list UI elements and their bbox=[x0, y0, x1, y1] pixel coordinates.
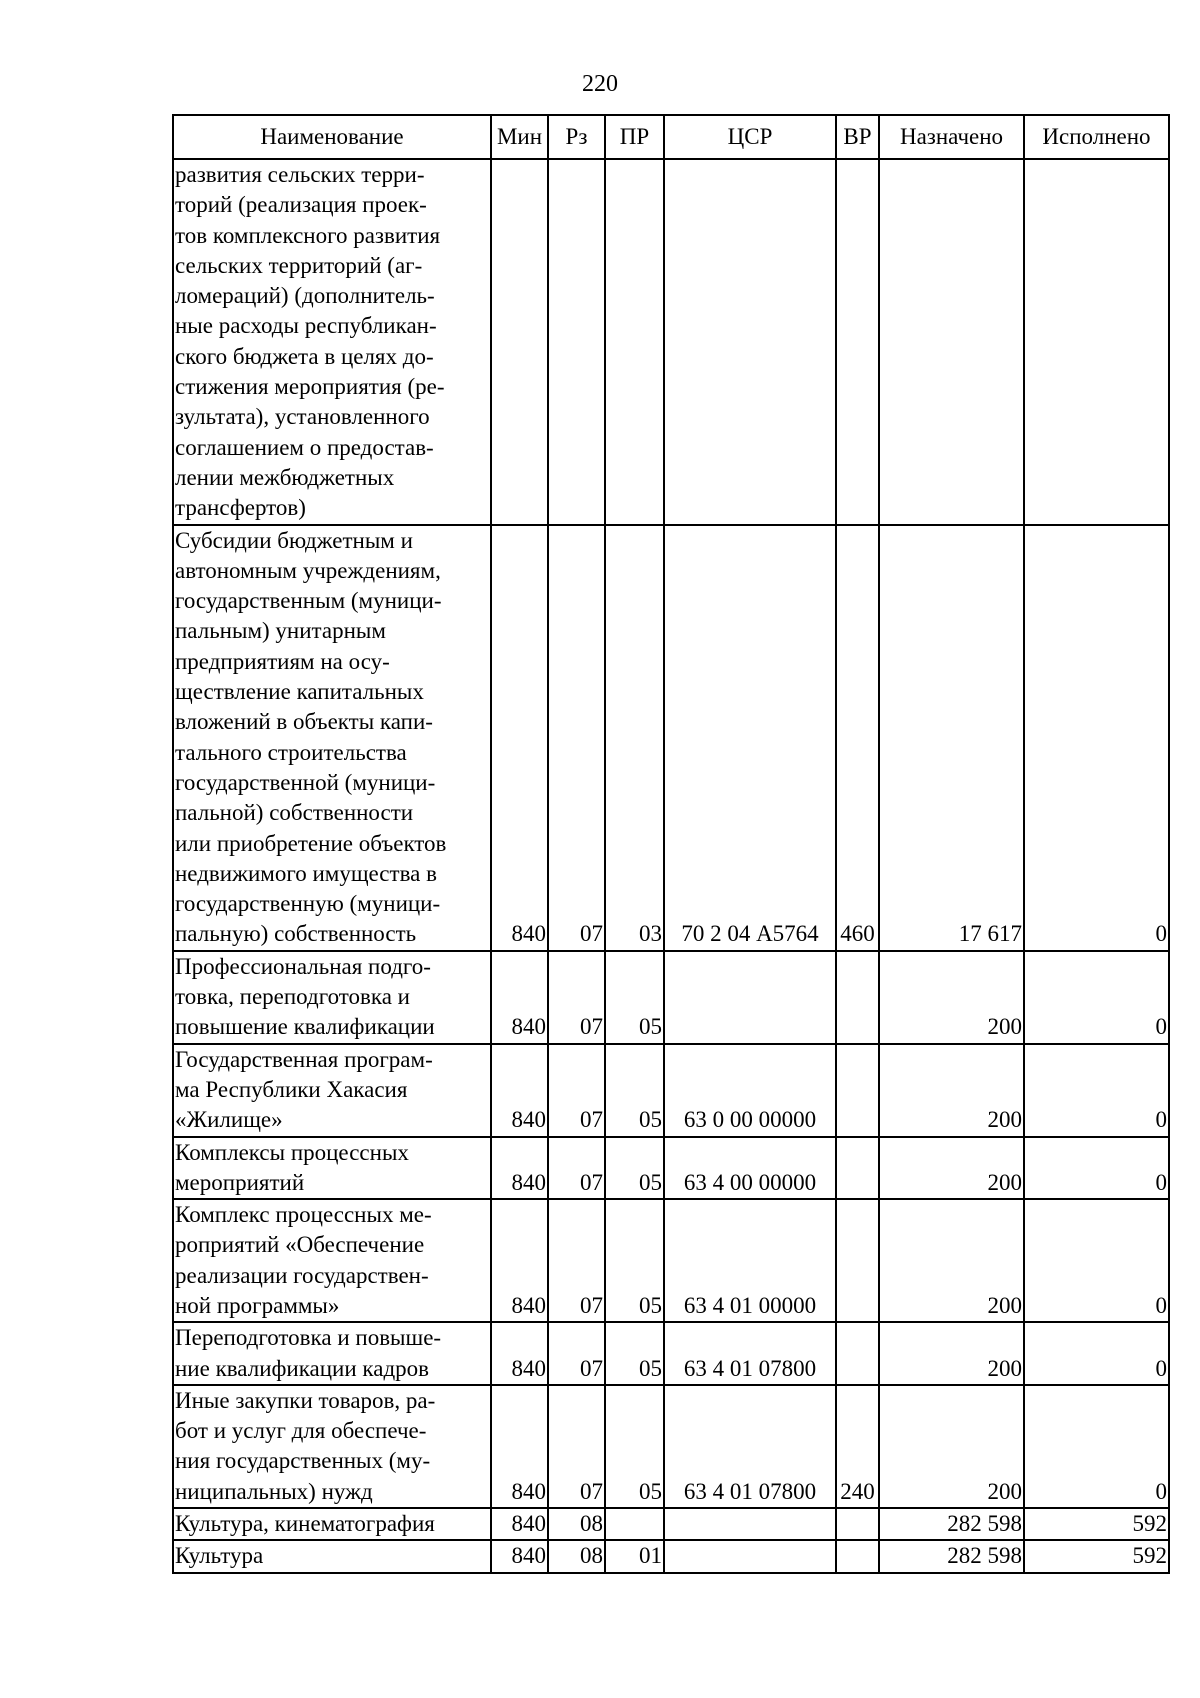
col-header-pr: ПР bbox=[605, 115, 664, 159]
row-vr bbox=[836, 159, 879, 525]
row-assigned: 200 bbox=[879, 1137, 1024, 1200]
row-rz: 08 bbox=[548, 1508, 605, 1540]
row-name: Государственная програм- ма Республики Хакасия «Жилище» bbox=[173, 1044, 491, 1137]
row-csr: 63 0 00 00000 bbox=[664, 1044, 836, 1137]
row-csr: 70 2 04 А5764 bbox=[664, 525, 836, 951]
row-executed: 0 bbox=[1024, 1044, 1169, 1137]
col-header-rz: Рз bbox=[548, 115, 605, 159]
row-csr: 63 4 01 07800 bbox=[664, 1385, 836, 1508]
row-csr bbox=[664, 1540, 836, 1572]
row-rz: 07 bbox=[548, 1385, 605, 1508]
row-name: Комплекс процессных ме- роприятий «Обеспечение реализации государствен- ной программы» bbox=[173, 1199, 491, 1322]
col-header-min: Мин bbox=[491, 115, 548, 159]
row-pr: 05 bbox=[605, 1322, 664, 1385]
row-vr: 240 bbox=[836, 1385, 879, 1508]
row-name: Комплексы процессных мероприятий bbox=[173, 1137, 491, 1200]
row-vr bbox=[836, 1508, 879, 1540]
row-name: Иные закупки товаров, ра- бот и услуг для обеспече- ния государственных (му- ниципальных) нужд bbox=[173, 1385, 491, 1508]
table-row bbox=[173, 1508, 1169, 1540]
row-assigned: 282 598 bbox=[879, 1508, 1024, 1540]
row-name: Профессиональная подго- товка, переподготовка и повышение квалификации bbox=[173, 951, 491, 1044]
row-executed: 592 bbox=[1024, 1540, 1169, 1572]
row-name: Культура, кинематография bbox=[173, 1508, 491, 1540]
row-pr: 03 bbox=[605, 525, 664, 951]
table-row bbox=[173, 1540, 1169, 1572]
page-number: 220 bbox=[582, 71, 618, 97]
row-csr bbox=[664, 951, 836, 1044]
row-executed: 0 bbox=[1024, 1199, 1169, 1322]
row-vr bbox=[836, 1322, 879, 1385]
row-min bbox=[491, 159, 548, 525]
row-min: 840 bbox=[491, 1044, 548, 1137]
row-executed: 0 bbox=[1024, 1385, 1169, 1508]
row-executed: 0 bbox=[1024, 1137, 1169, 1200]
table-row bbox=[173, 1137, 1169, 1200]
col-header-name: Наименование bbox=[173, 115, 491, 159]
row-min: 840 bbox=[491, 1199, 548, 1322]
row-csr: 63 4 01 07800 bbox=[664, 1322, 836, 1385]
row-executed: 0 bbox=[1024, 1322, 1169, 1385]
row-min: 840 bbox=[491, 1540, 548, 1572]
table-row bbox=[173, 525, 1169, 951]
row-rz: 07 bbox=[548, 1137, 605, 1200]
row-vr bbox=[836, 1137, 879, 1200]
row-name: Субсидии бюджетным и автономным учреждениям, государственным (муници- пальным) унитарным предприятиям на осу- ществление капитальных вложений в объекты капи- тального строительства государственной (муници- пальной) собственности или приобретение объектов недвижимого имущества в государственную (муници- пальную) собственность bbox=[173, 525, 491, 951]
row-pr: 05 bbox=[605, 1385, 664, 1508]
table-header-row bbox=[173, 115, 1169, 159]
row-csr bbox=[664, 1508, 836, 1540]
row-min: 840 bbox=[491, 525, 548, 951]
budget-table bbox=[172, 114, 1170, 1574]
row-pr: 05 bbox=[605, 1137, 664, 1200]
row-pr: 05 bbox=[605, 1199, 664, 1322]
row-vr bbox=[836, 1199, 879, 1322]
row-executed: 0 bbox=[1024, 951, 1169, 1044]
row-csr: 63 4 01 00000 bbox=[664, 1199, 836, 1322]
row-name: Культура bbox=[173, 1540, 491, 1572]
row-rz: 07 bbox=[548, 1322, 605, 1385]
row-min: 840 bbox=[491, 1385, 548, 1508]
col-header-vr: ВР bbox=[836, 115, 879, 159]
row-assigned: 200 bbox=[879, 1322, 1024, 1385]
row-min: 840 bbox=[491, 1137, 548, 1200]
col-header-executed: Исполнено bbox=[1024, 115, 1169, 159]
row-assigned: 200 bbox=[879, 1199, 1024, 1322]
row-rz: 07 bbox=[548, 1044, 605, 1137]
row-assigned: 200 bbox=[879, 1385, 1024, 1508]
row-pr: 05 bbox=[605, 1044, 664, 1137]
row-pr bbox=[605, 159, 664, 525]
row-assigned: 200 bbox=[879, 1044, 1024, 1137]
row-rz bbox=[548, 159, 605, 525]
row-vr bbox=[836, 1044, 879, 1137]
row-assigned: 17 617 bbox=[879, 525, 1024, 951]
row-vr: 460 bbox=[836, 525, 879, 951]
row-rz: 07 bbox=[548, 525, 605, 951]
row-pr bbox=[605, 1508, 664, 1540]
table-row bbox=[173, 951, 1169, 1044]
row-name: Переподготовка и повыше- ние квалификации кадров bbox=[173, 1322, 491, 1385]
row-min: 840 bbox=[491, 1322, 548, 1385]
row-executed: 592 bbox=[1024, 1508, 1169, 1540]
row-rz: 08 bbox=[548, 1540, 605, 1572]
row-pr: 01 bbox=[605, 1540, 664, 1572]
row-executed bbox=[1024, 159, 1169, 525]
table-row bbox=[173, 159, 1169, 525]
col-header-assigned: Назначено bbox=[879, 115, 1024, 159]
row-name: развития сельских терри- торий (реализация проек- тов комплексного развития сельских территорий (аг- ломераций) (дополнитель- ные расходы республикан- ского бюджета в целях до- стижения мероприятия (ре- зультата), установленного соглашением о предостав- лении межбюджетных трансфертов) bbox=[173, 159, 491, 525]
row-vr bbox=[836, 951, 879, 1044]
row-assigned: 200 bbox=[879, 951, 1024, 1044]
row-executed: 0 bbox=[1024, 525, 1169, 951]
row-assigned: 282 598 bbox=[879, 1540, 1024, 1572]
row-min: 840 bbox=[491, 951, 548, 1044]
row-pr: 05 bbox=[605, 951, 664, 1044]
row-csr bbox=[664, 159, 836, 525]
row-rz: 07 bbox=[548, 951, 605, 1044]
table-row bbox=[173, 1385, 1169, 1508]
table-row bbox=[173, 1199, 1169, 1322]
table-row bbox=[173, 1044, 1169, 1137]
row-min: 840 bbox=[491, 1508, 548, 1540]
row-vr bbox=[836, 1540, 879, 1572]
row-csr: 63 4 00 00000 bbox=[664, 1137, 836, 1200]
col-header-csr: ЦСР bbox=[664, 115, 836, 159]
row-assigned bbox=[879, 159, 1024, 525]
table-row bbox=[173, 1322, 1169, 1385]
row-rz: 07 bbox=[548, 1199, 605, 1322]
